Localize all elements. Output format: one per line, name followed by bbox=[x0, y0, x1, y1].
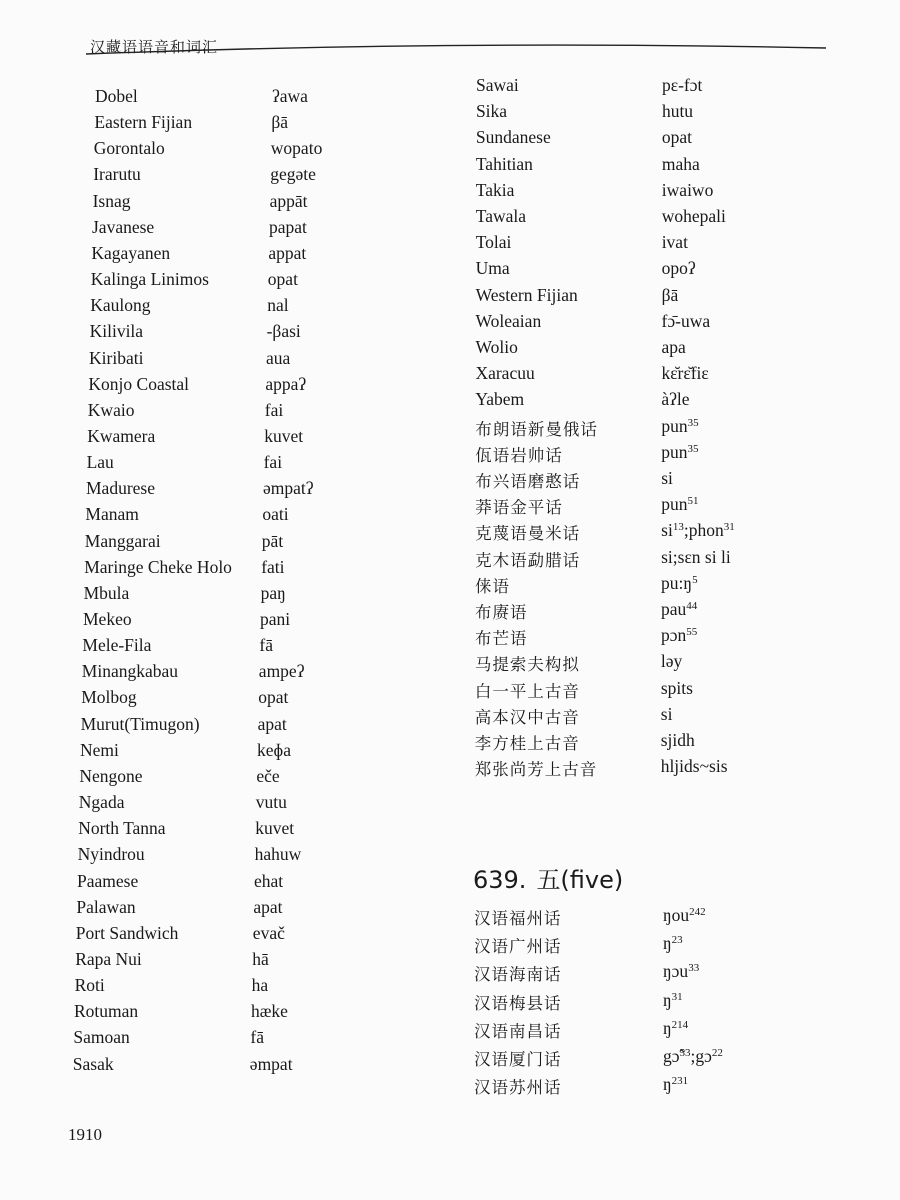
language-name: 汉语广州话 bbox=[474, 937, 562, 957]
language-name: Javanese bbox=[92, 216, 155, 237]
word-form: apat bbox=[257, 713, 287, 734]
language-name: Paamese bbox=[77, 870, 139, 891]
language-name: Mbula bbox=[83, 582, 130, 603]
language-name: Woleaian bbox=[475, 310, 542, 331]
tone-mark: 35 bbox=[687, 416, 699, 429]
word-form: $si^{13};phon^{31}$ bbox=[661, 520, 735, 541]
language-name: Lau bbox=[86, 452, 114, 473]
word-form: ŋou$^{242}$ bbox=[663, 905, 706, 925]
word-form: hljids~sis bbox=[660, 756, 728, 777]
language-name: Manam bbox=[85, 504, 139, 525]
tone-mark: 231 bbox=[671, 1075, 689, 1088]
word-form: pani bbox=[260, 609, 291, 629]
word-form: hahuw bbox=[254, 844, 302, 865]
language-name: Maringe Cheke Holo bbox=[84, 556, 232, 577]
word-form: kɛ̆rɛ̆fiɛ bbox=[661, 363, 709, 384]
word-form: fɔ̄-uwa bbox=[661, 310, 711, 331]
language-name: Wolio bbox=[475, 337, 518, 357]
language-name: Sundanese bbox=[475, 127, 551, 148]
word-form: maha bbox=[661, 153, 700, 174]
language-name: Rapa Nui bbox=[75, 948, 142, 969]
word-form: pun$^{35}$ bbox=[661, 441, 699, 462]
word-form: eče bbox=[256, 765, 280, 786]
word-form: àʔle bbox=[661, 389, 690, 410]
word-form: paŋ bbox=[260, 582, 286, 603]
language-name: Rotuman bbox=[74, 1001, 139, 1022]
word-form: pāt bbox=[261, 530, 284, 551]
word-form: -βasi bbox=[266, 321, 301, 342]
tone-mark: 44 bbox=[686, 599, 698, 612]
language-name: Yabem bbox=[475, 389, 525, 410]
word-form: ivat bbox=[661, 232, 688, 253]
word-form: opoʔ bbox=[661, 258, 696, 279]
language-name: North Tanna bbox=[78, 818, 166, 839]
language-name: 佤语岩帅话 bbox=[475, 445, 563, 465]
language-name: Eastern Fijian bbox=[94, 112, 193, 133]
section-number: 639. bbox=[473, 866, 527, 894]
word-form: hutu bbox=[661, 101, 694, 122]
language-name: Xaracuu bbox=[475, 363, 535, 384]
word-form: spits bbox=[660, 677, 693, 698]
language-name: Manggarai bbox=[84, 530, 161, 551]
word-form: evač bbox=[252, 922, 285, 943]
word-form: pau$^{44}$ bbox=[661, 599, 698, 619]
language-name: 李方桂上古音 bbox=[474, 734, 580, 753]
language-name: Ngada bbox=[78, 792, 125, 813]
word-form: $ŋ^{31}$ bbox=[663, 989, 683, 1010]
language-name: 克木语勐腊话 bbox=[475, 550, 581, 570]
language-name: Roti bbox=[74, 975, 105, 996]
word-form: opat bbox=[267, 269, 298, 290]
word-form: hæke bbox=[251, 1001, 288, 1022]
language-name: Nengone bbox=[79, 765, 143, 786]
language-name: Mele-Fila bbox=[82, 635, 152, 656]
language-name: Sika bbox=[475, 101, 508, 122]
word-form: pɛ-fɔt bbox=[662, 75, 703, 95]
word-form: apa bbox=[661, 337, 686, 357]
language-name: Irarutu bbox=[93, 164, 141, 185]
tone-mark: 214 bbox=[671, 1018, 689, 1031]
word-form: hā bbox=[252, 948, 269, 969]
tone-mark: 55 bbox=[686, 626, 698, 639]
word-form: əmpat bbox=[249, 1053, 293, 1074]
word-form: gɔ̃$^{53}$;gɔ$^{22}$ bbox=[663, 1046, 723, 1066]
word-form: fai bbox=[264, 399, 284, 420]
word-form: appat bbox=[268, 242, 307, 263]
language-name: 汉语苏州话 bbox=[474, 1078, 562, 1098]
language-name: Dobel bbox=[95, 86, 138, 106]
language-name: Sasak bbox=[72, 1053, 114, 1074]
language-name: Uma bbox=[475, 258, 510, 279]
language-name: 布朗语新曼俄话 bbox=[475, 419, 598, 439]
language-name: 莽语金平话 bbox=[475, 498, 563, 518]
word-form: si bbox=[660, 703, 673, 724]
word-form: gegəte bbox=[270, 164, 316, 185]
word-form: appaʔ bbox=[265, 373, 307, 394]
header-rule bbox=[86, 40, 826, 62]
word-form: nal bbox=[267, 295, 289, 316]
word-form: pɔn$^{55}$ bbox=[660, 625, 698, 646]
page-number: 1910 bbox=[68, 1125, 102, 1144]
language-name: Sawai bbox=[476, 75, 519, 95]
word-form: kuvet bbox=[255, 818, 295, 839]
language-name: Samoan bbox=[73, 1027, 130, 1048]
word-form: pun$^{35}$ bbox=[661, 415, 699, 436]
word-form: opat bbox=[258, 687, 289, 708]
language-name: Nemi bbox=[80, 739, 119, 760]
tone-mark: 51 bbox=[687, 495, 699, 508]
section-heading bbox=[473, 860, 633, 895]
tone-mark: 53 bbox=[679, 1046, 691, 1059]
word-form: $ŋ^{231}$ bbox=[663, 1074, 689, 1095]
tone-mark: 35 bbox=[687, 442, 699, 455]
language-name: Kalinga Linimos bbox=[90, 269, 209, 290]
word-form: ha bbox=[251, 975, 269, 996]
language-name: Tahitian bbox=[475, 153, 533, 174]
word-form: papat bbox=[269, 216, 307, 237]
word-form: βā bbox=[661, 284, 679, 305]
running-head: 汉藏语语音和词汇 bbox=[90, 38, 219, 56]
tone-mark: 242 bbox=[689, 905, 706, 918]
language-name: Madurese bbox=[86, 478, 156, 499]
tone-mark: 31 bbox=[671, 990, 683, 1003]
language-name: 俫语 bbox=[475, 576, 511, 596]
language-name: Nyindrou bbox=[77, 844, 145, 865]
word-form: aua bbox=[266, 347, 291, 368]
language-name: Port Sandwich bbox=[75, 922, 179, 943]
language-name: Minangkabau bbox=[81, 661, 179, 682]
word-form: appāt bbox=[269, 190, 308, 211]
word-form: vutu bbox=[255, 792, 287, 813]
language-name: 汉语海南话 bbox=[474, 965, 562, 985]
language-name: Western Fijian bbox=[475, 284, 578, 305]
word-form: fati bbox=[261, 556, 285, 577]
tone-mark: 31 bbox=[723, 521, 735, 534]
language-name: Isnag bbox=[92, 190, 131, 211]
word-form: pun$^{51}$ bbox=[661, 494, 699, 515]
word-form: ŋɔu$^{33}$ bbox=[663, 961, 700, 982]
language-name: Gorontalo bbox=[93, 138, 165, 159]
word-form: ʔawa bbox=[272, 86, 308, 106]
tone-mark: 23 bbox=[671, 934, 683, 947]
word-form: sjidh bbox=[660, 730, 695, 750]
language-name: 白一平上古音 bbox=[474, 681, 580, 701]
word-form: fā bbox=[259, 635, 273, 656]
word-form: si bbox=[661, 468, 673, 488]
tone-mark: 22 bbox=[711, 1046, 723, 1059]
word-form: keɸa bbox=[257, 739, 291, 760]
language-name: Tawala bbox=[475, 206, 527, 226]
language-name: 布芒语 bbox=[474, 629, 528, 649]
language-name: 高本汉中古音 bbox=[474, 707, 580, 727]
language-name: 郑张尚芳上古音 bbox=[474, 760, 598, 780]
language-name: Kilivila bbox=[89, 321, 144, 342]
word-form: $ŋ^{214}$ bbox=[663, 1017, 689, 1038]
word-form: si;sɛn si li bbox=[661, 546, 731, 567]
language-name: Konjo Coastal bbox=[88, 373, 190, 394]
word-form: βā bbox=[271, 112, 289, 133]
language-name: 汉语福州话 bbox=[474, 909, 562, 928]
language-name: Tolai bbox=[475, 232, 512, 253]
word-form: fai bbox=[263, 452, 283, 473]
language-name: Mekeo bbox=[83, 609, 132, 629]
word-form: kuvet bbox=[264, 425, 304, 446]
word-form: oati bbox=[262, 504, 289, 525]
language-name: Kaulong bbox=[90, 295, 151, 316]
section-title: 五(five) bbox=[536, 866, 624, 894]
word-form: apat bbox=[253, 896, 283, 917]
word-form: opat bbox=[661, 127, 693, 148]
word-form: ehat bbox=[254, 870, 284, 891]
word-form: $ŋ^{23}$ bbox=[663, 933, 683, 954]
word-form: əmpatʔ bbox=[263, 478, 314, 499]
word-form: ampeʔ bbox=[258, 661, 305, 682]
language-name: 克蔑语曼米话 bbox=[475, 524, 581, 544]
word-form: fā bbox=[250, 1027, 264, 1048]
language-name: 布赓语 bbox=[475, 603, 528, 622]
language-name: 布兴语磨憨话 bbox=[475, 472, 581, 491]
tone-mark: 13 bbox=[672, 521, 684, 534]
language-name: Kagayanen bbox=[91, 242, 171, 263]
language-name: 汉语厦门话 bbox=[474, 1050, 562, 1069]
tone-mark: 5 bbox=[692, 573, 698, 586]
language-name: Takia bbox=[475, 179, 515, 200]
language-name: Kiribati bbox=[89, 347, 144, 368]
language-name: Molbog bbox=[81, 687, 137, 708]
word-form: ləy bbox=[660, 651, 683, 672]
word-form: iwaiwo bbox=[661, 179, 714, 200]
word-form: $pu:ŋ^5$ bbox=[661, 572, 698, 593]
language-name: Murut(Timugon) bbox=[80, 713, 200, 734]
language-name: 汉语梅县话 bbox=[474, 993, 562, 1013]
language-name: 马提索夫构拟 bbox=[474, 655, 580, 675]
language-name: 汉语南昌话 bbox=[474, 1021, 562, 1041]
word-form: wopato bbox=[270, 138, 323, 159]
tone-mark: 33 bbox=[688, 962, 700, 975]
language-name: Kwamera bbox=[87, 425, 156, 446]
word-form: wohepali bbox=[661, 206, 726, 226]
language-name: Palawan bbox=[76, 896, 136, 917]
language-name: Kwaio bbox=[87, 399, 135, 420]
